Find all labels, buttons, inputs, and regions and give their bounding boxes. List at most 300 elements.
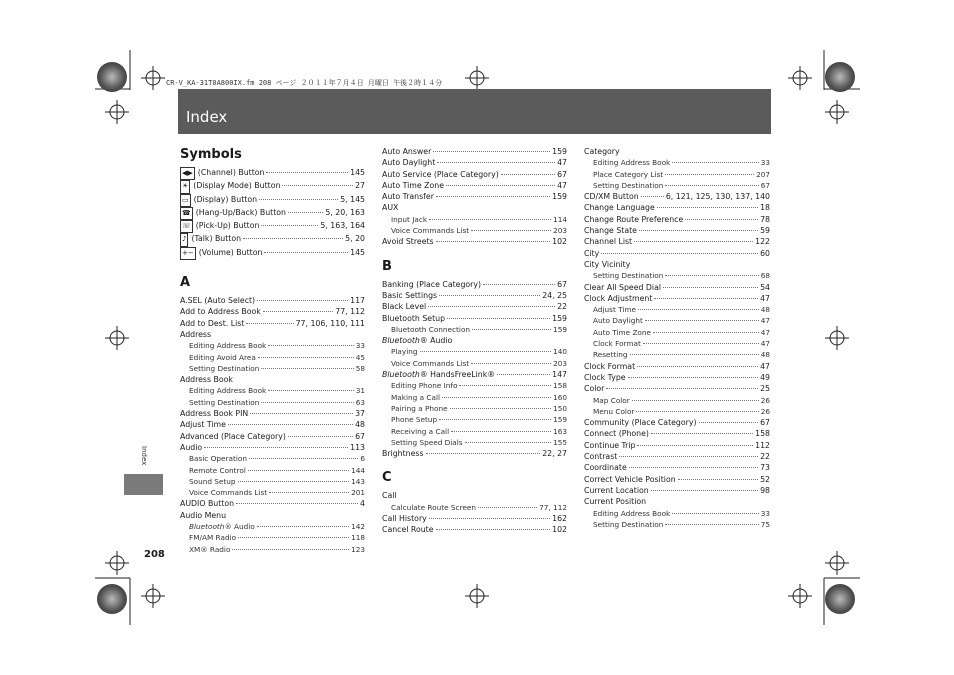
page-ref: 78 [760, 214, 770, 224]
dot-leader [268, 390, 353, 391]
dot-leader [651, 433, 753, 434]
section-heading-a: A [180, 275, 191, 291]
entry-term: Input Jack [391, 214, 428, 224]
entry-term: City Vicinity [584, 259, 631, 269]
index-entry [180, 431, 365, 442]
page-ref: 5, 145 [340, 194, 365, 204]
entry-term: Current Position [584, 497, 647, 507]
dot-leader [204, 447, 348, 448]
index-list [382, 490, 567, 535]
index-subentry [180, 385, 365, 396]
index-list [382, 146, 567, 248]
entry-term: Remote Control [189, 465, 246, 475]
index-entry [584, 146, 770, 157]
page-ref: 102 [552, 237, 567, 247]
dot-leader [630, 354, 759, 355]
dot-leader [428, 306, 555, 307]
index-entry [584, 293, 770, 304]
dot-leader [282, 185, 353, 186]
entry-term: Editing Phone Info [391, 381, 458, 391]
page-ref: 67 [355, 431, 365, 441]
symbols-list [180, 167, 365, 260]
index-subentry [382, 502, 567, 513]
index-subentry [382, 214, 567, 225]
index-entry [180, 295, 365, 306]
dot-leader [429, 518, 550, 519]
entry-term: (Channel) Button [197, 168, 265, 177]
dot-leader [643, 343, 759, 344]
page-ref: 75 [760, 519, 770, 529]
page-ref: 47 [760, 361, 770, 371]
entry-term: Channel List [584, 237, 633, 247]
page-ref: 22 [557, 302, 567, 312]
page-ref: 5, 20, 163 [325, 207, 365, 217]
dot-leader [639, 230, 758, 231]
page-ref: 33 [760, 158, 770, 168]
entry-term: Basic Settings [382, 290, 438, 300]
entry-term: (Volume) Button [198, 247, 263, 257]
entry-term: Call [382, 491, 397, 501]
dot-leader [288, 436, 353, 437]
index-entry [382, 191, 567, 202]
index-subentry [584, 169, 770, 180]
index-entry [584, 202, 770, 213]
page-ref: 123 [351, 544, 365, 554]
dot-leader [678, 479, 758, 480]
dot-leader [601, 253, 758, 254]
dot-leader [264, 252, 348, 253]
index-entry [382, 290, 567, 301]
index-entry [584, 485, 770, 496]
entry-term: Bluetooth® HandsFreeLink® [382, 370, 496, 380]
side-tab-label: Index [140, 446, 148, 466]
dot-leader [447, 318, 550, 319]
dot-leader [429, 219, 551, 220]
page-ref: 26 [760, 395, 770, 405]
entry-term: Playing [391, 347, 418, 357]
dot-leader [436, 529, 551, 530]
entry-term: Phone Setup [391, 415, 438, 425]
entry-term: CD/XM Button [584, 192, 639, 202]
page-ref: 22 [760, 452, 770, 462]
entry-term: Calculate Route Screen [391, 502, 476, 512]
dot-leader [471, 363, 551, 364]
index-entry [584, 417, 770, 428]
index-subentry [180, 465, 365, 476]
dot-leader [483, 284, 555, 285]
index-entry [584, 451, 770, 462]
page-ref: 112 [755, 440, 770, 450]
page-ref: 158 [755, 429, 770, 439]
page-ref: 160 [553, 392, 567, 402]
page-ref: 155 [553, 437, 567, 447]
page-ref: 159 [552, 192, 567, 202]
page-ref: 207 [756, 169, 770, 179]
index-subentry [382, 426, 567, 437]
index-entry [382, 335, 567, 346]
dot-leader [628, 377, 759, 378]
page-ref: 203 [553, 226, 567, 236]
dot-leader [243, 238, 343, 239]
dot-leader [442, 397, 551, 398]
dot-leader [257, 526, 349, 527]
entry-term: Correct Vehicle Position [584, 474, 676, 484]
dot-leader [257, 300, 348, 301]
page-ref: 77, 112 [539, 502, 567, 512]
dot-leader [439, 419, 551, 420]
page-ref: 203 [553, 358, 567, 368]
entry-term: Banking (Place Category) [382, 279, 482, 289]
index-entry [382, 524, 567, 535]
index-subentry [382, 358, 567, 369]
index-entry [584, 428, 770, 439]
entry-term: Editing Address Book [189, 341, 267, 351]
dot-leader [426, 453, 541, 454]
entry-term: (Display) Button [193, 194, 258, 204]
dot-leader [436, 241, 551, 242]
index-subentry [180, 340, 365, 351]
dot-leader [685, 219, 758, 220]
page-ref: 25 [760, 384, 770, 394]
entry-term: Adjust Time [593, 305, 636, 315]
button-icon: ▭ [180, 194, 191, 207]
dot-leader [266, 172, 348, 173]
dot-leader [420, 351, 552, 352]
dot-leader [636, 411, 758, 412]
entry-term: Avoid Streets [382, 237, 434, 247]
entry-term: Change Route Preference [584, 214, 684, 224]
entry-term: Bluetooth Connection [391, 324, 471, 334]
entry-term: Auto Answer [382, 147, 432, 156]
index-entry [382, 202, 567, 213]
entry-term: A.SEL (Auto Select) [180, 296, 256, 306]
index-column-1 [180, 146, 365, 555]
page-ref: 27 [355, 181, 365, 191]
entry-term: Menu Color [593, 406, 635, 416]
index-entry [584, 474, 770, 485]
dot-leader [436, 196, 550, 197]
page-ref: 54 [760, 282, 770, 292]
index-subentry [382, 392, 567, 403]
entry-term: XM® Radio [189, 544, 231, 554]
entry-term: Place Category List [593, 169, 664, 179]
index-subentry [584, 180, 770, 191]
index-subentry [584, 349, 770, 360]
entry-term: FM/AM Radio [189, 533, 237, 543]
page-ref: 47 [557, 180, 567, 190]
index-entry [180, 329, 365, 340]
dot-leader [250, 413, 353, 414]
side-tab [124, 474, 163, 495]
index-entry [180, 419, 365, 430]
page-ref: 102 [552, 525, 567, 535]
page-ref: 140 [553, 347, 567, 357]
registration-disc [97, 62, 127, 92]
dot-leader [637, 366, 758, 367]
index-entry [584, 214, 770, 225]
dot-leader [238, 481, 350, 482]
index-subentry [382, 324, 567, 335]
page-ref: 159 [553, 324, 567, 334]
entry-term: Pairing a Phone [391, 403, 448, 413]
index-entry [180, 180, 365, 193]
entry-term: Audio Menu [180, 510, 227, 520]
index-entry [584, 248, 770, 259]
dot-leader [472, 329, 551, 330]
dot-leader [501, 174, 555, 175]
entry-term: Voice Commands List [189, 488, 268, 498]
index-entry [584, 462, 770, 473]
entry-term: Receiving a Call [391, 426, 450, 436]
page-ref: 142 [351, 522, 365, 532]
page-ref: 163 [553, 426, 567, 436]
page-ref: 150 [553, 403, 567, 413]
entry-term: Resetting [593, 350, 628, 360]
index-subentry [180, 352, 365, 363]
index-entry [382, 369, 567, 380]
page-ref: 113 [350, 442, 365, 452]
index-subentry [584, 270, 770, 281]
index-subentry [180, 476, 365, 487]
index-entry [584, 225, 770, 236]
entry-term: Cancel Route [382, 525, 434, 535]
page-ref: 47 [557, 158, 567, 168]
index-entry [382, 279, 567, 290]
index-list [180, 295, 365, 555]
entry-term: Add to Dest. List [180, 318, 245, 328]
index-entry [180, 167, 365, 180]
index-column-3 [584, 146, 770, 530]
page-ref: 48 [760, 350, 770, 360]
index-entry [180, 374, 365, 385]
page-ref: 144 [351, 465, 365, 475]
entry-term: Adjust Time [180, 420, 226, 430]
entry-term: Editing Address Book [593, 158, 671, 168]
index-entry [382, 301, 567, 312]
entry-term: Editing Address Book [593, 508, 671, 518]
registration-disc [97, 584, 127, 614]
dot-leader [657, 207, 758, 208]
index-subentry [584, 338, 770, 349]
page-number: 208 [144, 549, 165, 560]
entry-term: Current Location [584, 485, 649, 495]
index-subentry [584, 395, 770, 406]
page-ref: 143 [351, 476, 365, 486]
index-entry [584, 440, 770, 451]
page-ref: 58 [355, 363, 365, 373]
index-entry [382, 490, 567, 501]
dot-leader [632, 400, 759, 401]
index-entry [584, 361, 770, 372]
index-entry [180, 233, 365, 246]
dot-leader [232, 549, 349, 550]
dot-leader [246, 323, 293, 324]
button-icon: ☎ [180, 207, 193, 220]
dot-leader [471, 230, 551, 231]
entry-term: Auto Time Zone [382, 180, 444, 190]
dot-leader [654, 298, 758, 299]
index-subentry [584, 327, 770, 338]
entry-term: City [584, 248, 600, 258]
index-entry [180, 306, 365, 317]
index-entry [180, 442, 365, 453]
dot-leader [261, 225, 318, 226]
page-ref: 67 [760, 418, 770, 428]
index-subentry [180, 453, 365, 464]
registration-disc [825, 584, 855, 614]
page-ref: 73 [760, 463, 770, 473]
page-ref: 6 [360, 454, 365, 464]
dot-leader [665, 174, 754, 175]
entry-term: Setting Destination [593, 519, 664, 529]
entry-term: Setting Destination [593, 271, 664, 281]
page-ref: 18 [760, 203, 770, 213]
page-ref: 117 [350, 296, 365, 306]
entry-term: Voice Commands List [391, 226, 470, 236]
page-ref: 158 [553, 381, 567, 391]
entry-term: Audio [180, 442, 203, 452]
dot-leader [651, 490, 758, 491]
index-entry [382, 157, 567, 168]
index-column-2 [382, 146, 567, 536]
dot-leader [672, 513, 758, 514]
page-ref: 77, 106, 110, 111 [295, 318, 365, 328]
dot-leader [259, 199, 338, 200]
entry-term: (Talk) Button [191, 234, 242, 244]
index-entry [180, 220, 365, 233]
entry-term: Sound Setup [189, 476, 236, 486]
index-subentry [180, 521, 365, 532]
entry-term: Bluetooth® Audio [382, 336, 453, 346]
page-ref: 162 [552, 514, 567, 524]
page-ref: 77, 112 [335, 307, 365, 317]
dot-leader [665, 185, 758, 186]
entry-term: (Hang-Up/Back) Button [195, 207, 286, 217]
page-ref: 114 [553, 214, 567, 224]
index-entry [180, 408, 365, 419]
index-subentry [382, 403, 567, 414]
section-heading-b: B [382, 258, 392, 274]
entry-term: Making a Call [391, 392, 441, 402]
page-ref: 145 [350, 168, 365, 177]
entry-term: Auto Service (Place Category) [382, 169, 499, 179]
page-ref: 33 [355, 341, 365, 351]
dot-leader [261, 402, 353, 403]
entry-term: Auto Time Zone [593, 327, 652, 337]
index-subentry [382, 225, 567, 236]
page-ref: 60 [760, 248, 770, 258]
index-entry [382, 169, 567, 180]
entry-term: Setting Speed Dials [391, 437, 463, 447]
dot-leader [641, 196, 664, 197]
entry-term: AUX [382, 203, 399, 213]
button-icon: ☀ [180, 180, 190, 193]
dot-leader [269, 492, 349, 493]
index-entry [584, 282, 770, 293]
entry-term: Call History [382, 514, 427, 524]
section-heading-symbols: Symbols [180, 147, 242, 162]
entry-term: Clear All Speed Dial [584, 282, 662, 292]
page-ref: 47 [760, 293, 770, 303]
registration-disc [825, 62, 855, 92]
index-entry [382, 448, 567, 459]
dot-leader [497, 374, 550, 375]
dot-leader [263, 311, 333, 312]
dot-leader [645, 320, 759, 321]
entry-term: Setting Destination [189, 363, 260, 373]
entry-term: Address Book PIN [180, 409, 249, 419]
entry-term: Auto Daylight [382, 158, 436, 168]
page-ref: 52 [760, 474, 770, 484]
entry-term: Contrast [584, 452, 618, 462]
dot-leader [437, 162, 555, 163]
index-entry [584, 259, 770, 270]
dot-leader [634, 241, 753, 242]
entry-term: Auto Daylight [593, 316, 643, 326]
entry-term: Connect (Phone) [584, 429, 649, 439]
page-ref: 147 [552, 370, 567, 380]
index-entry [180, 247, 365, 260]
index-subentry [584, 519, 770, 530]
button-icon: ◀▶ [180, 167, 195, 180]
dot-leader [248, 470, 349, 471]
index-subentry [584, 304, 770, 315]
entry-term: Change State [584, 226, 637, 236]
page-ref: 47 [760, 327, 770, 337]
page-ref: 37 [355, 409, 365, 419]
title-band [178, 89, 771, 134]
index-list [584, 146, 770, 530]
entry-term: Auto Transfer [382, 192, 434, 202]
page-ref: 159 [552, 147, 567, 156]
entry-term: Community (Place Category) [584, 418, 697, 428]
entry-term: Voice Commands List [391, 358, 470, 368]
dot-leader [433, 151, 550, 152]
entry-term: Black Level [382, 302, 427, 312]
entry-term: Bluetooth® Audio [189, 522, 255, 532]
dot-leader [451, 431, 551, 432]
dot-leader [238, 537, 349, 538]
page-ref: 67 [557, 169, 567, 179]
index-entry [180, 318, 365, 329]
page-ref: 159 [552, 313, 567, 323]
page-ref: 22, 27 [542, 449, 567, 459]
dot-leader [268, 345, 353, 346]
dot-leader [261, 368, 353, 369]
page-ref: 122 [755, 237, 770, 247]
entry-term: Add to Address Book [180, 307, 261, 317]
index-entry [180, 510, 365, 521]
page-ref: 33 [760, 508, 770, 518]
index-subentry [584, 508, 770, 519]
index-entry [180, 498, 365, 509]
entry-term: Category [584, 147, 620, 156]
index-subentry [382, 380, 567, 391]
index-subentry [180, 544, 365, 555]
file-info: CR-V_KA-31T0A800IX.fm 208 ページ ２０１１年７月４日 月曜日 午後２時１４分 [166, 79, 443, 87]
page-ref: 63 [355, 397, 365, 407]
index-entry [584, 372, 770, 383]
entry-term: Basic Operation [189, 454, 247, 464]
page-ref: 45 [355, 352, 365, 362]
index-subentry [382, 414, 567, 425]
dot-leader [653, 332, 759, 333]
index-subentry [584, 315, 770, 326]
index-entry [584, 496, 770, 507]
entry-term: Clock Format [584, 361, 636, 371]
entry-term: Brightness [382, 449, 424, 459]
index-list [382, 279, 567, 460]
